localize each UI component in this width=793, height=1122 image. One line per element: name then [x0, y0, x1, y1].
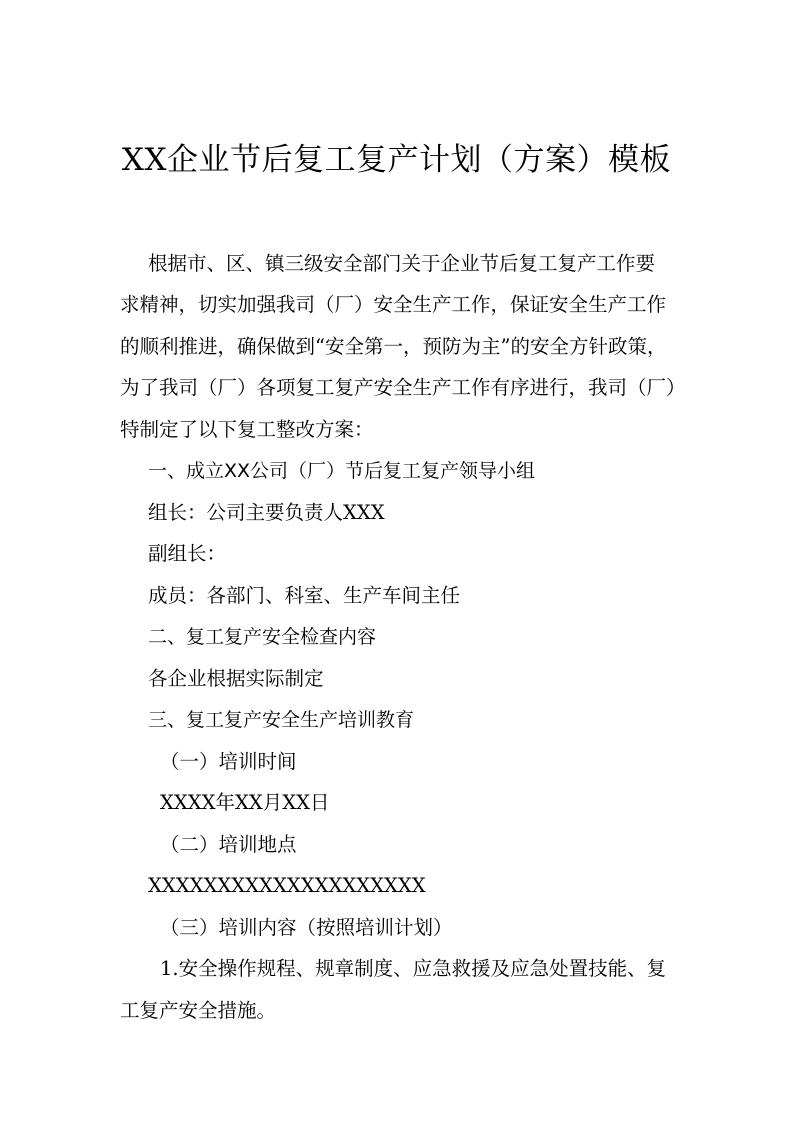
section-3-heading: 三、复工复产安全生产培训教育: [148, 709, 415, 731]
training-place-label: （二）培训地点: [160, 833, 297, 856]
group-leader: 组长：公司主要负责人XXX: [148, 501, 385, 524]
section-1-heading: 一、成立XX公司（厂）节后复工复产领导小组: [148, 460, 536, 482]
training-content-label: （三）培训内容（按照培训计划）: [160, 916, 453, 939]
section-2-heading: 二、复工复产安全检查内容: [148, 626, 377, 648]
training-item-1-line-1: 1.安全操作规程、规章制度、应急救援及应急处置技能、复: [160, 957, 667, 980]
intro-line-4: 为了我司（厂）各项复工复产安全生产工作有序进行，我司（厂）: [120, 376, 686, 399]
document-title: XX企业节后复工复产计划（方案）模板: [121, 142, 672, 178]
training-time-label: （一）培训时间: [160, 750, 297, 773]
intro-line-5: 特制定了以下复工整改方案：: [120, 418, 374, 441]
training-time-value: XXXX年XX月XX日: [160, 791, 330, 814]
training-item-1-line-2: 工复产安全措施。: [120, 999, 277, 1022]
group-deputy: 副组长：: [148, 542, 227, 565]
intro-line-2: 求精神，切实加强我司（厂）安全生产工作，保证安全生产工作: [120, 293, 667, 316]
intro-line-3: 的顺利推进，确保做到“安全第一，预防为主”的安全方针政策，: [120, 335, 667, 358]
section-2-text: 各企业根据实际制定: [148, 667, 324, 690]
intro-line-1: 根据市、区、镇三级安全部门关于企业节后复工复产工作要: [148, 252, 656, 275]
group-members: 成员：各部门、科室、生产车间主任: [148, 584, 461, 607]
training-place-value: XXXXXXXXXXXXXXXXXXXX: [148, 874, 426, 897]
